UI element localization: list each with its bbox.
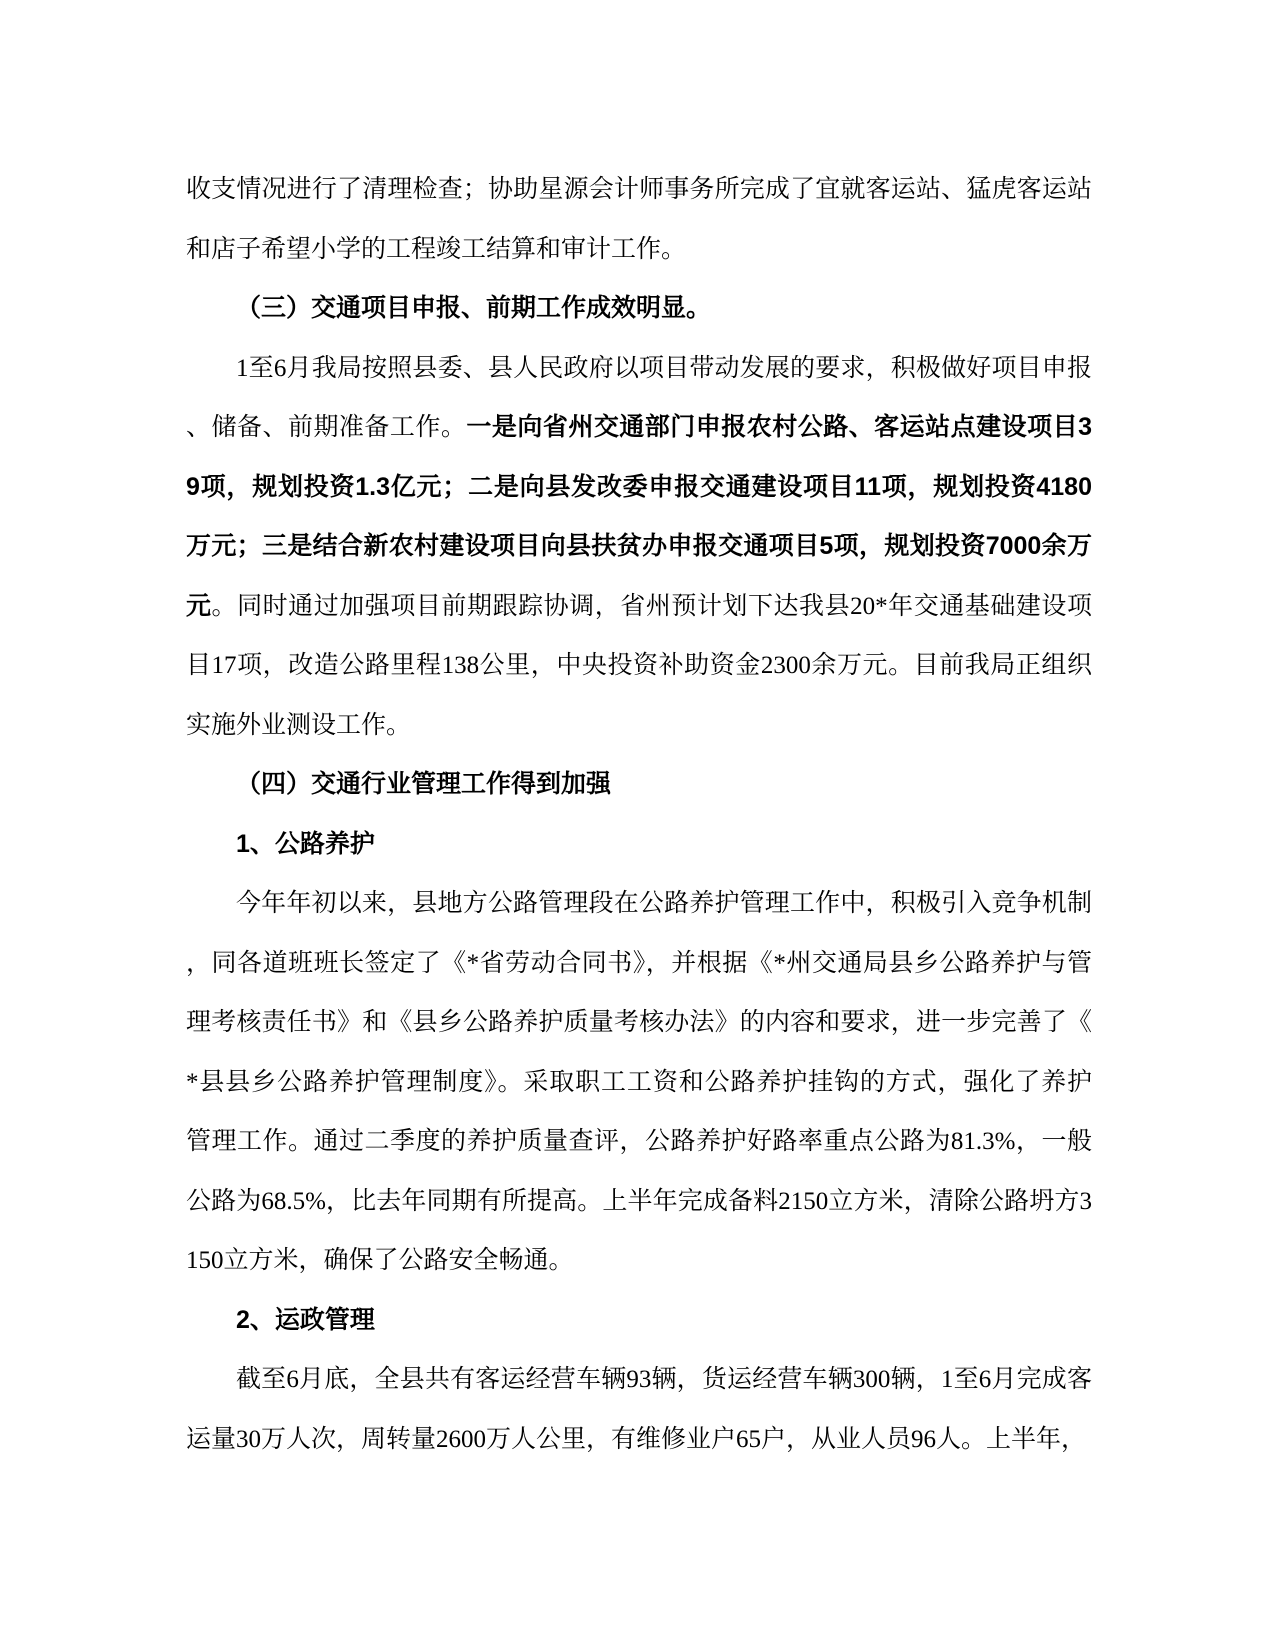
text-line-20 — [186, 1291, 1092, 1351]
text-line-16 — [186, 1053, 1092, 1113]
text-line-5 — [186, 398, 1092, 458]
text-line-22 — [186, 1410, 1092, 1470]
text-run: 150立方米，确保了公路安全畅通。 — [186, 1247, 574, 1274]
text-line-13 — [186, 874, 1092, 934]
bold-text-run: 9项，规划投资1.3亿元；二是向县发改委申报交通建设项目11项，规划投资4180 — [186, 472, 1092, 501]
text-run: 1至6月我局按照县委、县人民政府以项目带动发展的要求，积极做好项目申报 — [236, 354, 1092, 382]
text-line-9 — [186, 636, 1092, 696]
bold-text-run: 一是向省州交通部门申报农村公路、客运站点建设项目3 — [466, 413, 1092, 441]
text-run: 、储备、前期准备工作。 — [186, 414, 467, 441]
text-run: 收支情况进行了清理检查；协助星源会计师事务所完成了宜就客运站、猛虎客运站 — [186, 176, 1092, 203]
text-line-15 — [186, 993, 1092, 1053]
text-line-1 — [186, 160, 1092, 220]
text-line-6 — [186, 458, 1092, 518]
text-line-21 — [186, 1350, 1092, 1410]
text-run: 目17项，改造公路里程138公里，中央投资补助资金2300余万元。目前我局正组织 — [186, 652, 1092, 679]
text-run: *县县乡公路养护管理制度》。采取职工工资和公路养护挂钩的方式，强化了养护 — [186, 1068, 1092, 1096]
text-run: 运量30万人次，周转量2600万人公里，有维修业户65户，从业人员96人。上半年， — [186, 1425, 1087, 1453]
text-line-10 — [186, 696, 1092, 756]
text-run: 。同时通过加强项目前期跟踪协调，省州预计划下达我县20*年交通基础建设项 — [211, 592, 1092, 620]
document-body — [186, 160, 1092, 1469]
text-line-8 — [186, 577, 1092, 637]
bold-text-run: 1、公路养护 — [236, 829, 375, 858]
text-run: 实施外业测设工作。 — [186, 711, 412, 739]
text-line-12 — [186, 815, 1092, 875]
text-line-19 — [186, 1231, 1092, 1291]
text-line-2 — [186, 220, 1092, 280]
bold-text-run: （三）交通项目申报、前期工作成效明显。 — [236, 294, 712, 322]
text-run: 和店子希望小学的工程竣工结算和审计工作。 — [186, 235, 687, 263]
text-line-17 — [186, 1112, 1092, 1172]
text-line-7 — [186, 517, 1092, 577]
bold-text-run: （四）交通行业管理工作得到加强 — [236, 770, 612, 798]
text-line-3 — [186, 279, 1092, 339]
text-line-4 — [186, 339, 1092, 399]
text-line-11 — [186, 755, 1092, 815]
text-run: ，同各道班班长签定了《*省劳动合同书》，并根据《*州交通局县乡公路养护与管 — [186, 949, 1092, 977]
text-run: 截至6月底，全县共有客运经营车辆93辆，货运经营车辆300辆，1至6月完成客 — [236, 1366, 1092, 1393]
text-run: 今年年初以来，县地方公路管理段在公路养护管理工作中，积极引入竞争机制 — [236, 890, 1092, 917]
text-run: 理考核责任书》和《县乡公路养护质量考核办法》的内容和要求，进一步完善了《 — [186, 1009, 1092, 1036]
bold-text-run: 2、运政管理 — [236, 1305, 375, 1334]
text-line-14 — [186, 934, 1092, 994]
text-line-18 — [186, 1172, 1092, 1232]
bold-text-run: 万元；三是结合新农村建设项目向县扶贫办申报交通项目5项，规划投资7000余万 — [186, 532, 1092, 560]
text-run: 管理工作。通过二季度的养护质量查评，公路养护好路率重点公路为81.3%，一般 — [186, 1128, 1092, 1155]
text-run: 公路为68.5%，比去年同期有所提高。上半年完成备料2150立方米，清除公路坍方3 — [186, 1187, 1092, 1215]
bold-text-run: 元 — [186, 591, 212, 620]
